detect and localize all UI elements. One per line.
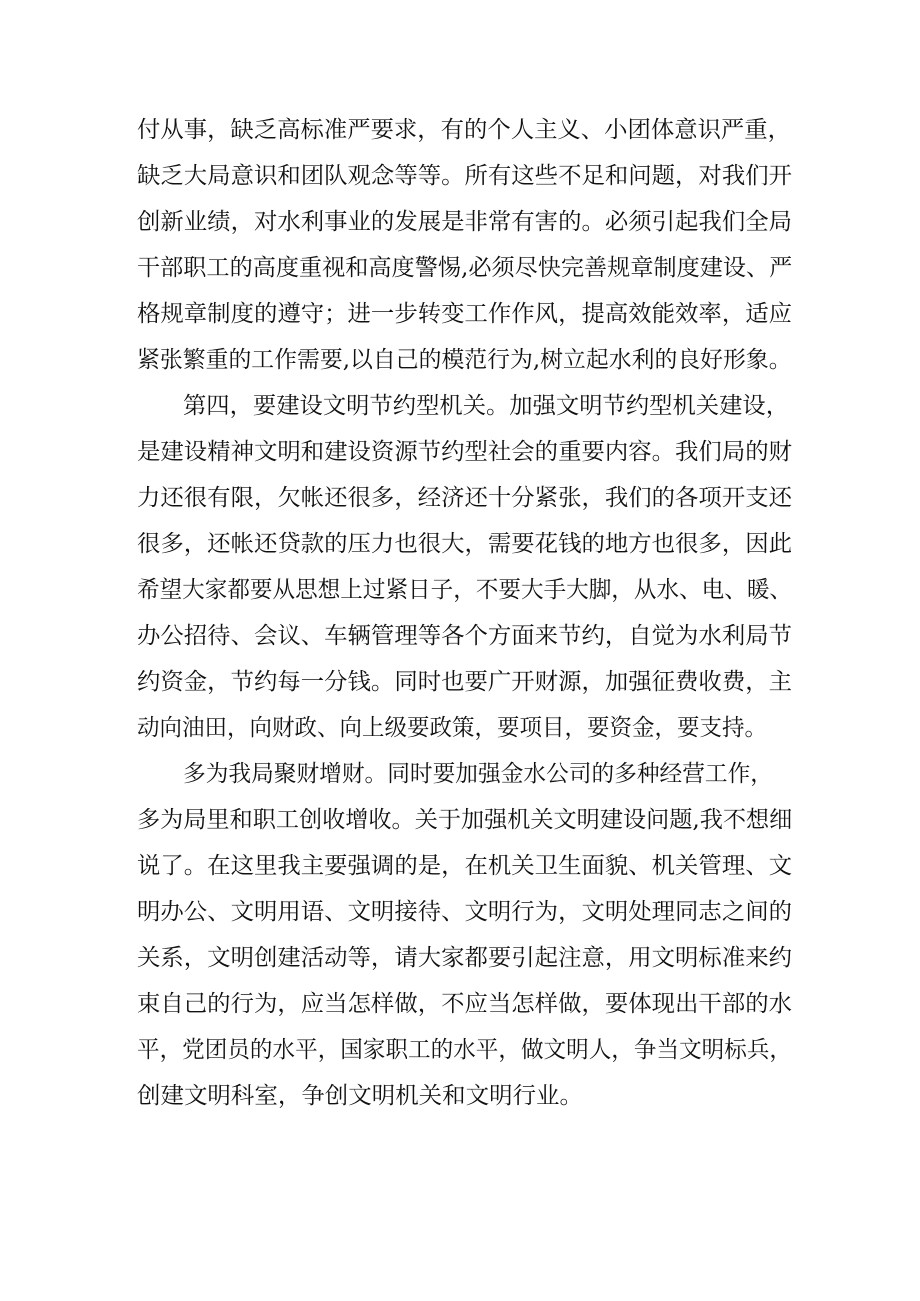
text-line: 关系，文明创建活动等，请大家都要引起注意，用文明标准来约: [137, 945, 792, 971]
text-line: 是建设精神文明和建设资源节约型社会的重要内容。我们局的财: [137, 439, 792, 465]
text-line: 第四，要建设文明节约型机关。加强文明节约型机关建设，: [183, 393, 789, 419]
text-line: 平，党团员的水平，国家职工的水平，做文明人，争当文明标兵，: [137, 1037, 792, 1063]
text-line: 创建文明科室，争创文明机关和文明行业。: [137, 1083, 583, 1109]
text-line: 紧张繁重的工作需要,以自己的模范行为,树立起水利的良好形象。: [137, 347, 792, 373]
text-line: 明办公、文明用语、文明接待、文明行为，文明处理同志之间的: [137, 899, 792, 925]
text-line: 说了。在这里我主要强调的是，在机关卫生面貌、机关管理、文: [137, 853, 792, 879]
text-line: 约资金，节约每一分钱。同时也要广开财源，加强征费收费，主: [137, 669, 792, 695]
text-line: 格规章制度的遵守；进一步转变工作作风，提高效能效率，适应: [137, 301, 792, 327]
text-line: 束自己的行为，应当怎样做，不应当怎样做，要体现出干部的水: [137, 991, 792, 1017]
text-line: 多为我局聚财增财。同时要加强金水公司的多种经营工作，: [183, 761, 773, 787]
text-line: 很多，还帐还贷款的压力也很大，需要花钱的地方也很多，因此: [137, 531, 792, 557]
text-line: 创新业绩，对水利事业的发展是非常有害的。必须引起我们全局: [137, 209, 792, 235]
text-line: 动向油田，向财政、向上级要政策，要项目，要资金，要支持。: [137, 715, 767, 741]
text-line: 力还很有限，欠帐还很多，经济还十分紧张，我们的各项开支还: [137, 485, 792, 511]
text-line: 干部职工的高度重视和高度警惕,必须尽快完善规章制度建设、严: [137, 255, 793, 281]
text-line: 缺乏大局意识和团队观念等等。所有这些不足和问题，对我们开: [137, 163, 792, 189]
text-line: 付从事，缺乏高标准严要求，有的个人主义、小团体意识严重，: [137, 117, 791, 143]
text-line: 希望大家都要从思想上过紧日子，不要大手大脚，从水、电、暖、: [137, 577, 792, 603]
text-line: 办公招待、会议、车辆管理等各个方面来节约，自觉为水利局节: [137, 623, 792, 649]
text-line: 多为局里和职工创收增收。关于加强机关文明建设问题,我不想细: [137, 807, 793, 833]
